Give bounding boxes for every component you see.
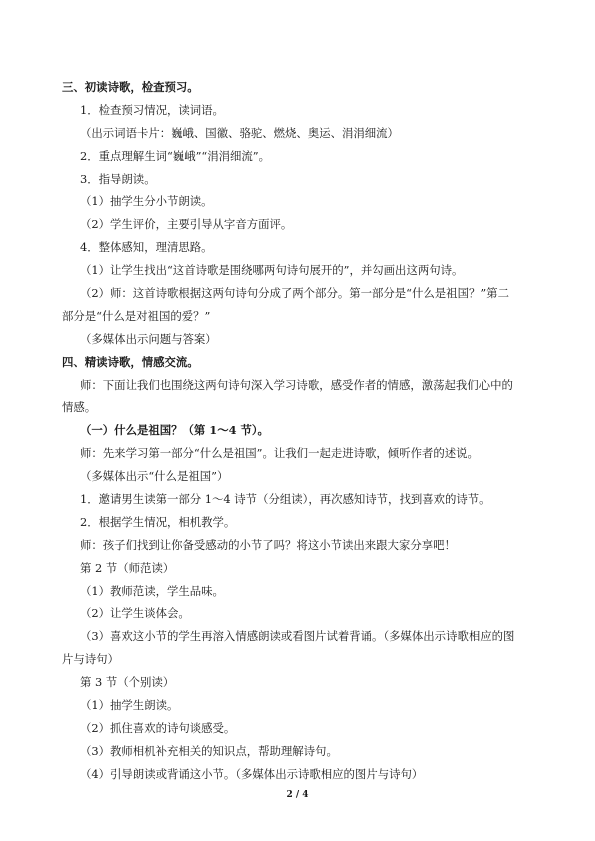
text-line: （3）教师相机补充相关的知识点，帮助理解诗句。 [80, 743, 338, 758]
text-line: 情感。 [62, 400, 97, 415]
section-heading: 四、精读诗歌，情感交流。 [62, 354, 199, 369]
text-line: 2．重点理解生词“巍峨”“涓涓细流”。 [80, 148, 271, 163]
text-line: （2）师：这首诗歌根据这两句诗句分成了两个部分。第一部分是“什么是祖国？”第二 [80, 286, 509, 301]
text-line: 1．邀请男生读第一部分 1～4 诗节（分组读），再次感知诗节，找到喜欢的诗节。 [80, 492, 491, 507]
text-line: （1）抽学生朗读。 [80, 698, 179, 713]
text-line: （1）抽学生分小节朗读。 [80, 194, 213, 209]
text-line: 师：先来学习第一部分“什么是祖国”。让我们一起走进诗歌，倾听作者的述说。 [80, 446, 479, 461]
text-line: （3）喜欢这小节的学生再溶入情感朗读或看图片试着背诵。（多媒体出示诗歌相应的图 [80, 629, 515, 644]
text-line: 师：下面让我们也围绕这两句诗句深入学习诗歌，感受作者的情感，激荡起我们心中的 [80, 377, 513, 392]
text-line: （出示词语卡片：巍峨、国徽、骆驼、燃烧、奥运、涓涓细流） [80, 125, 399, 140]
text-line: （4）引导朗读或背诵这小节。（多媒体出示诗歌相应的图片与诗句） [80, 766, 424, 781]
text-line: 1．检查预习情况，读词语。 [80, 102, 224, 117]
text-line: 师：孩子们找到让你备受感动的小节了吗？将这小节读出来跟大家分享吧！ [80, 537, 456, 552]
section-heading: （一）什么是祖国？（第 1～4 节）。 [80, 423, 269, 438]
text-line: 第 2 节（师范读） [80, 560, 175, 575]
text-line: （1）让学生找出“这首诗歌是围绕哪两句诗句展开的”，并勾画出这两句诗。 [80, 263, 464, 278]
text-line: （多媒体出示问题与答案） [80, 331, 217, 346]
document-body [62, 76, 542, 786]
text-line: 第 3 节（个别读） [80, 675, 175, 690]
text-line: （多媒体出示“什么是祖国”） [80, 469, 229, 484]
text-line: 片与诗句） [62, 652, 119, 667]
page-number: 2 / 4 [286, 790, 309, 800]
text-line: （2）让学生谈体会。 [80, 606, 190, 621]
text-line: （2）学生评价，主要引导从字音方面评。 [80, 217, 293, 232]
section-heading: 三、初读诗歌，检查预习。 [62, 80, 199, 94]
text-line: 3．指导朗读。 [80, 171, 156, 186]
text-line: 2．根据学生情况，相机教学。 [80, 514, 236, 529]
text-line: （1）教师范读，学生品味。 [80, 583, 224, 598]
text-line: 部分是“什么是对祖国的爱？” [62, 308, 211, 323]
text-line: （2）抓住喜欢的诗句谈感受。 [80, 720, 236, 735]
text-line: 4．整体感知，理清思路。 [80, 240, 213, 255]
